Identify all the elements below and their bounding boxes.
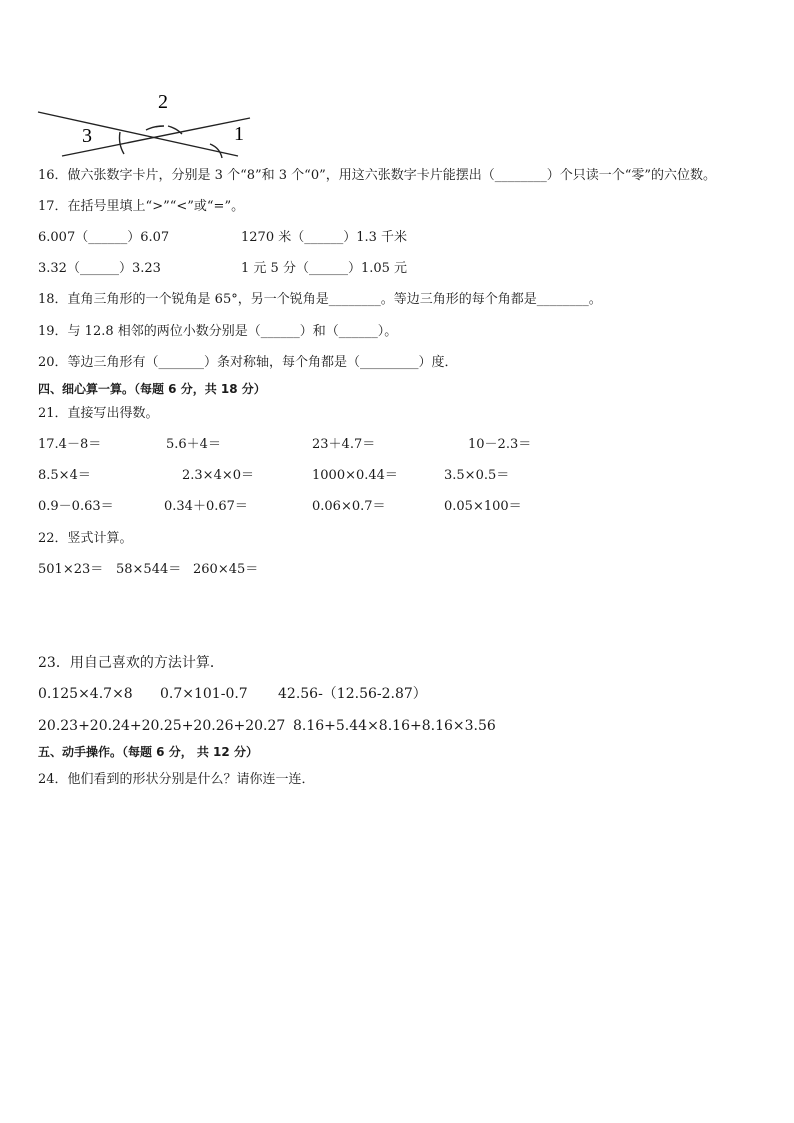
q23-item: 8.16+5.44×8.16+8.16×3.56 (293, 718, 496, 734)
question-17: 17．在括号里填上“>”“<”或“=”。 (38, 199, 245, 214)
diagram-line-a (38, 112, 238, 156)
q21-item: 1000×0.44＝ (312, 468, 398, 483)
angle-label-2: 2 (158, 91, 168, 113)
question-24: 24．他们看到的形状分别是什么？请你连一连． (38, 772, 315, 787)
section-4-heading: 四、细心算一算。（每题 6 分，共 18 分） (38, 382, 266, 396)
q23-item: 0.125×4.7×8 (38, 686, 133, 702)
q21-item: 0.05×100＝ (444, 499, 522, 514)
q17-item: 1 元 5 分（______）1.05 元 (241, 261, 408, 276)
angle-diagram (32, 88, 262, 160)
question-21: 21．直接写出得数。 (38, 406, 159, 421)
q23-item: 0.7×101-0.7 (160, 686, 248, 702)
question-23: 23．用自己喜欢的方法计算． (38, 655, 224, 671)
q21-item: 0.34＋0.67＝ (164, 499, 248, 514)
q21-item: 2.3×4×0＝ (182, 468, 255, 483)
q17-item: 3.32（______）3.23 (38, 261, 161, 276)
question-19: 19．与 12.8 相邻的两位小数分别是（______）和（______）。 (38, 324, 398, 339)
q22-item: 58×544＝ (116, 562, 182, 577)
question-22: 22．竖式计算。 (38, 531, 133, 546)
q17-item: 1270 米（______）1.3 千米 (241, 230, 408, 245)
q21-item: 10－2.3＝ (468, 437, 532, 452)
q21-item: 0.06×0.7＝ (312, 499, 386, 514)
q21-item: 3.5×0.5＝ (444, 468, 510, 483)
q21-item: 17.4－8＝ (38, 437, 102, 452)
q23-item: 20.23+20.24+20.25+20.26+20.27 (38, 718, 286, 734)
angle-label-3: 3 (82, 125, 92, 147)
q22-item: 501×23＝ (38, 562, 104, 577)
section-5-heading: 五、动手操作。（每题 6 分， 共 12 分） (38, 745, 258, 759)
q17-item: 6.007（______）6.07 (38, 230, 170, 245)
q21-item: 23＋4.7＝ (312, 437, 376, 452)
question-18: 18．直角三角形的一个锐角是 65°，另一个锐角是________。等边三角形的每个角都是________。 (38, 292, 602, 307)
q21-item: 5.6＋4＝ (166, 437, 221, 452)
q21-item: 0.9－0.63＝ (38, 499, 114, 514)
q22-item: 260×45＝ (193, 562, 259, 577)
q21-item: 8.5×4＝ (38, 468, 91, 483)
question-20: 20．等边三角形有（_______）条对称轴，每个角都是（_________）度． (38, 355, 458, 370)
question-16: 16．做六张数字卡片，分别是 3 个“8”和 3 个“0”，用这六张数字卡片能摆出（________）个只读一个“零”的六位数。 (38, 168, 717, 183)
angle-label-1: 1 (234, 123, 244, 145)
angle-arc-2a (146, 126, 164, 130)
q23-item: 42.56-（12.56-2.87） (278, 686, 427, 702)
